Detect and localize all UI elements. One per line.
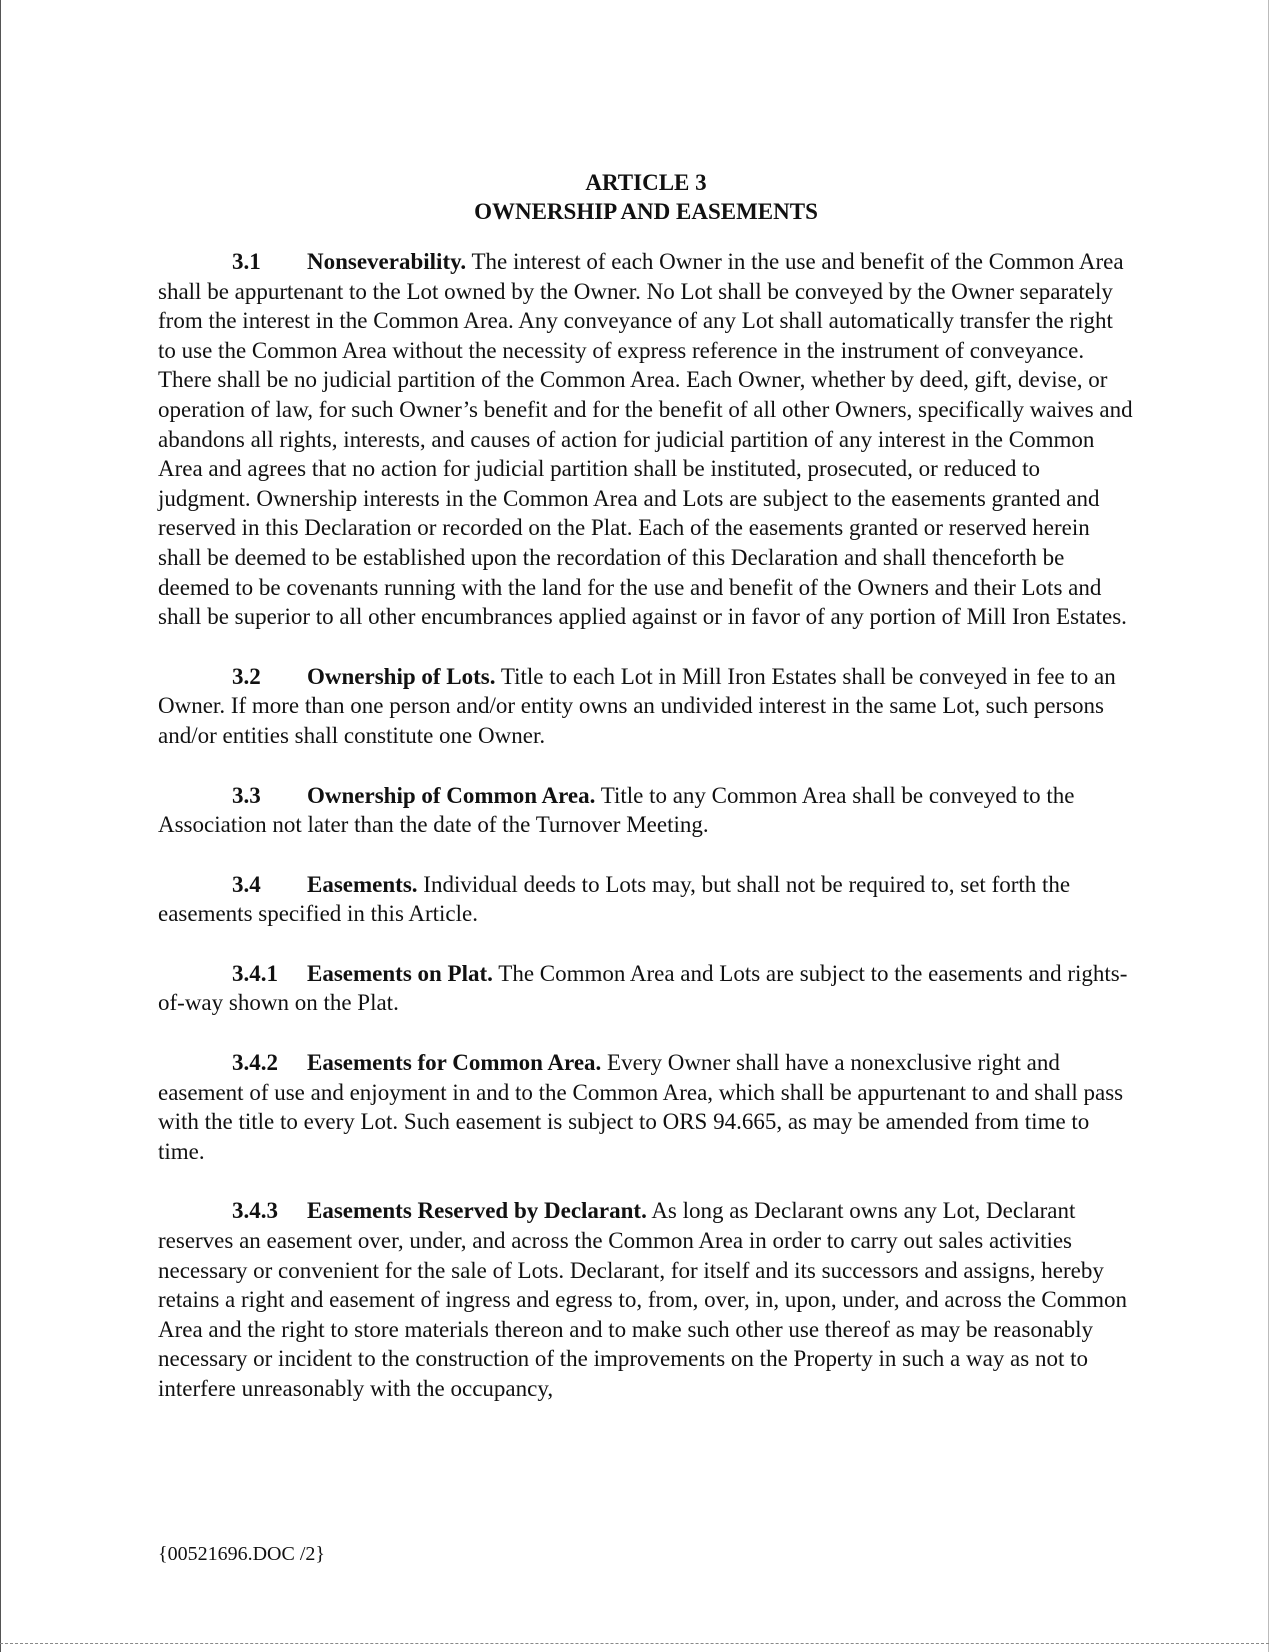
document-footer-id: {00521696.DOC /2} <box>158 1543 325 1565</box>
section-text: Individual deeds to Lots may, but shall not be required to, set forth the easements specified in this Article. <box>158 871 1071 927</box>
section-3-4 <box>158 870 1134 929</box>
section-text: Title to any Common Area shall be conveyed to the Association not later than the date of the Turnover Meeting. <box>158 782 1075 838</box>
section-title: Ownership of Lots. <box>307 663 496 689</box>
section-3-4-2 <box>158 1048 1134 1166</box>
section-text: As long as Declarant owns any Lot, Declarant reserves an easement over, under, and across the Common Area in order to carry out sales activities necessary or convenient for the sale of Lots. Declarant, for itself and its successors and assigns, hereby retains a right and easement of ingress and egress to, from, over, in, upon, under, and across the Common Area and the right to store materials thereon and to make such other use thereof as may be reasonably necessary or incident to the construction of the improvements on the Property in such a way as not to interfere unreasonably with the occupancy, <box>158 1198 1128 1401</box>
section-title: Easements for Common Area. <box>307 1050 602 1076</box>
section-text: Title to each Lot in Mill Iron Estates shall be conveyed in fee to an Owner. If more than one person and/or entity owns an undivided interest in the same Lot, such persons and/or entities shall constitute one Owner. <box>158 663 1116 748</box>
section-number: 3.4.2 <box>232 1050 278 1076</box>
section-number: 3.1 <box>232 249 261 274</box>
section-3-1 <box>158 247 1134 632</box>
section-number: 3.4.3 <box>232 1198 278 1224</box>
section-title: Nonseverability. <box>307 249 467 274</box>
section-title: Easements on Plat. <box>307 960 493 986</box>
section-number: 3.3 <box>232 782 261 808</box>
scan-edge-left <box>0 0 1 1652</box>
section-text: Every Owner shall have a nonexclusive right and easement of use and enjoyment in and to the Common Area, which shall be appurtenant to and shall pass with the title to every Lot. Such easement is subject to ORS 94.665, as may be amended from time to time. <box>158 1050 1124 1164</box>
section-number: 3.4 <box>232 871 261 897</box>
section-text: The interest of each Owner in the use and benefit of the Common Area shall be appurtenant to the Lot owned by the Owner. No Lot shall be conveyed by the Owner separately from the interest in the Common Area. Any conveyance of any Lot shall automatically transfer the right to use the Common Area without the necessity of express reference in the instrument of conveyance. There shall be no judicial partition of the Common Area. Each Owner, whether by deed, gift, devise, or operation of law, for such Owner’s benefit and for the benefit of all other Owners, specifically waives and abandons all rights, interests, and causes of action for judicial partition of any interest in the Common Area and agrees that no action for judicial partition shall be instituted, prosecuted, or reduced to judgment. Ownership interests in the Common Area and Lots are subject to the easements granted and reserved in this Declaration or recorded on the Plat. Each of the easements granted or reserved herein shall be deemed to be established upon the recordation of this Declaration and shall thenceforth be deemed to be covenants running with the land for the use and benefit of the Owners and their Lots and shall be superior to all other encumbrances applied against or in favor of any portion of Mill Iron Estates. <box>158 249 1133 630</box>
section-3-2 <box>158 662 1134 751</box>
section-text: The Common Area and Lots are subject to the easements and rights-of-way shown on the Plat. <box>158 960 1128 1016</box>
section-title: Easements. <box>307 871 418 897</box>
document-page <box>158 168 1134 1434</box>
scan-edge-bottom <box>0 1643 1269 1644</box>
article-number: ARTICLE 3 <box>585 170 707 195</box>
section-title: Ownership of Common Area. <box>307 782 596 808</box>
section-number: 3.2 <box>232 663 261 689</box>
article-heading <box>158 168 1134 226</box>
section-number: 3.4.1 <box>232 960 278 986</box>
section-title: Easements Reserved by Declarant. <box>307 1198 647 1224</box>
article-title: OWNERSHIP AND EASEMENTS <box>474 199 818 224</box>
section-3-4-1 <box>158 959 1134 1018</box>
section-3-3 <box>158 781 1134 840</box>
section-3-4-3 <box>158 1196 1134 1403</box>
